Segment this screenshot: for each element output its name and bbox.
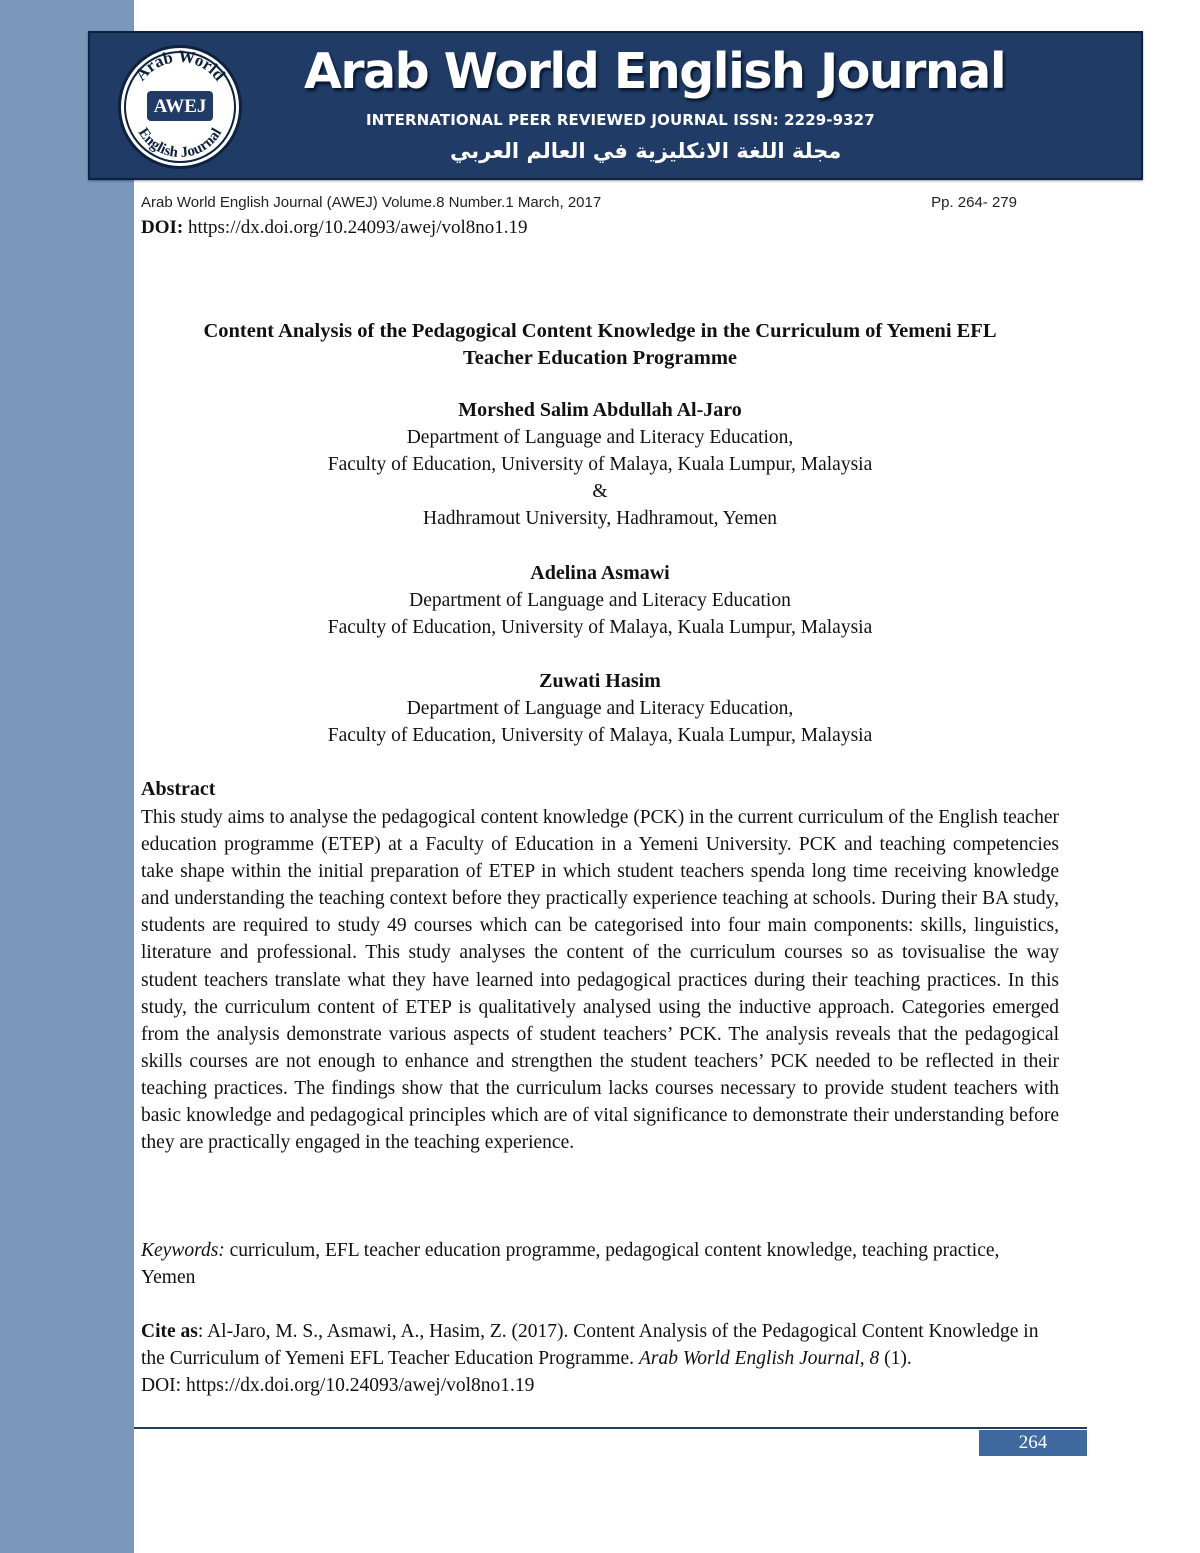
svg-text:English Journal: English Journal [134,125,226,162]
left-margin-bar [0,0,134,1553]
author-block-2 [141,560,1059,641]
title-line-2: Teacher Education Programme [462,347,738,369]
affiliation-line: Faculty of Education, University of Malaya, Kuala Lumpur, Malaysia [327,454,873,475]
cite-doi[interactable]: DOI: https://dx.doi.org/10.24093/awej/vol8no1.19 [141,1375,535,1396]
title-line-1: Content Analysis of the Pedagogical Content Knowledge in the Curriculum of Yemeni EFL [203,320,997,342]
cite-issue: (1). [879,1348,912,1369]
cite-text: : Al-Jaro, M. S., Asmawi, A., Hasim, Z. (2017). Content Analysis of the Pedagogical Content Knowledge in the Curriculum of Yemeni EFL Teacher Education Programme. [141,1321,1039,1369]
author-block-1 [141,397,1059,532]
affiliation-line: Hadhramout University, Hadhramout, Yemen [422,508,777,529]
citation-meta [141,194,1021,211]
cite-as-block [141,1318,1041,1399]
affiliation-line: & [592,481,608,502]
journal-subtitle: INTERNATIONAL PEER REVIEWED JOURNAL ISSN: 2229-9327 [366,111,875,129]
logo-center-text: AWEJ [153,96,207,117]
page-range: Pp. 264- 279 [931,194,1017,211]
cite-journal: Arab World English Journal, 8 [638,1348,880,1369]
doi-label: DOI: [141,217,184,238]
abstract-text: This study aims to analyse the pedagogical content knowledge (PCK) in the current curriculum of the English teacher education programme (ETEP) at a Faculty of Education in a Yemeni University. PCK and teaching competencies take shape within the initial preparation of ETEP in which student teachers spenda long time receiving knowledge and understanding the teaching context before they practically experience teaching at schools. During their BA study, students are required to study 49 courses which can be categorised into four main components: skills, linguistics, literature and professional. This study analyses the content of the curriculum courses so as tovisualise the way student teachers translate what they have learned into pedagogical practices during their teaching practices. In this study, the curriculum content of ETEP is qualitatively analysed using the inductive approach. Categories emerged from the analysis demonstrate various aspects of student teachers’ PCK. The analysis reveals that the pedagogical skills courses are not enough to enhance and strengthen the student teachers’ PCK needed to be reflected in their teaching practices. The findings show that the curriculum lacks courses necessary to provide student teachers with basic knowledge and pedagogical principles which are of vital significance to demonstrate their understanding before they are practically engaged in the teaching experience. [141,807,1059,1154]
author-block-3 [141,668,1059,749]
doi-link[interactable]: https://dx.doi.org/10.24093/awej/vol8no1.19 [187,217,528,238]
cite-label: Cite as [141,1321,198,1342]
svg-text:Arab World: Arab World [131,48,230,85]
author-name: Zuwati Hasim [539,670,661,692]
journal-logo [118,45,242,169]
affiliation-line: Faculty of Education, University of Malaya, Kuala Lumpur, Malaysia [327,617,873,638]
affiliation-line: Department of Language and Literacy Education, [406,698,794,719]
doi-line [141,217,528,239]
article-title [141,318,1059,372]
keywords [141,1237,1041,1291]
footer-rule [134,1427,1087,1429]
affiliation-line: Department of Language and Literacy Education, [406,427,794,448]
journal-arabic-title: مجلة اللغة الانكليزية في العالم العربي [450,139,842,163]
affiliation-line: Department of Language and Literacy Education [409,590,791,611]
keywords-label: Keywords: [141,1240,225,1261]
keywords-text: curriculum, EFL teacher education programme, pedagogical content knowledge, teaching practice, Yemen [141,1240,1000,1288]
journal-banner [88,31,1143,180]
abstract-heading: Abstract [141,778,216,800]
affiliation-line: Faculty of Education, University of Malaya, Kuala Lumpur, Malaysia [327,725,873,746]
journal-name: Arab World English Journal [304,43,1006,100]
author-name: Adelina Asmawi [530,562,670,584]
page-number: 264 [979,1430,1087,1456]
author-name: Morshed Salim Abdullah Al-Jaro [458,399,742,421]
citation-line: Arab World English Journal (AWEJ) Volume.8 Number.1 March, 2017 [141,194,602,211]
